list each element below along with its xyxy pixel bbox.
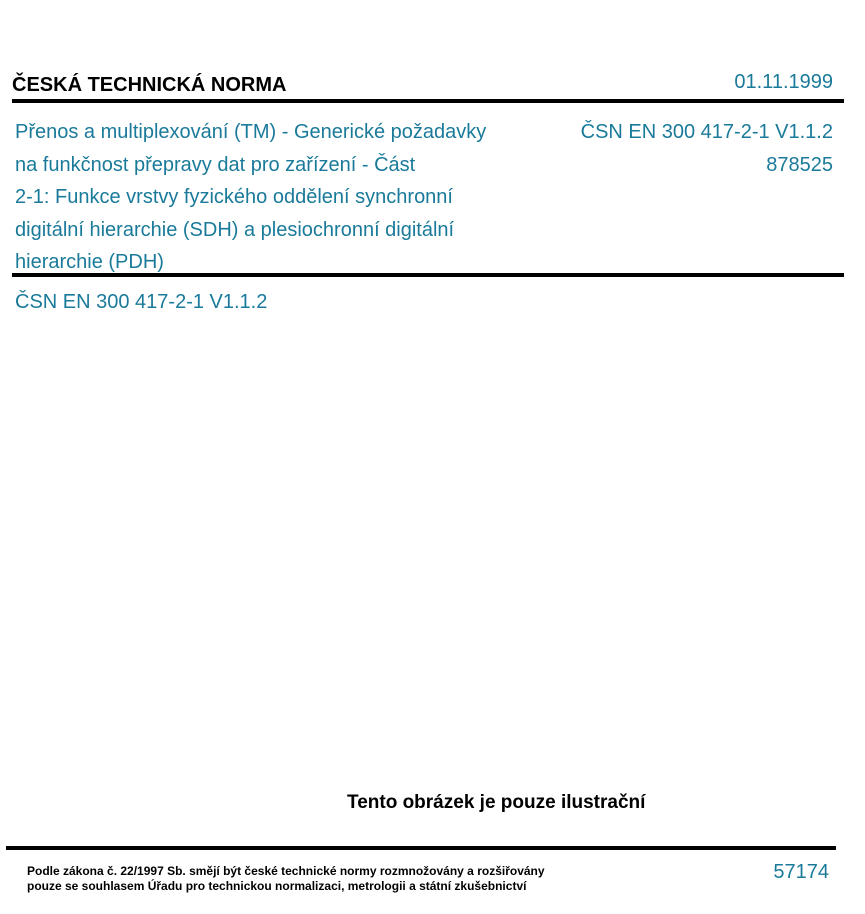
- standard-title-line: 2-1: Funkce vrstvy fyzického oddělení synchronní: [15, 186, 453, 208]
- standard-title-line: Přenos a multiplexování (TM) - Generické požadavky: [15, 121, 487, 143]
- legal-notice-line: pouze se souhlasem Úřadu pro technickou normalizaci, metrologii a státní zkušebnictví: [27, 879, 527, 893]
- document-number: 57174: [773, 861, 829, 883]
- standard-subtitle: ČSN EN 300 417-2-1 V1.1.2: [15, 291, 268, 313]
- publication-date: 01.11.1999: [734, 71, 833, 93]
- legal-notice-line: Podle zákona č. 22/1997 Sb. smějí být české technické normy rozmnožovány a rozšiřovány: [27, 864, 545, 878]
- standard-identifiers: [581, 116, 833, 181]
- standard-title-line: na funkčnost přepravy dat pro zařízení - Část: [15, 153, 416, 176]
- section-divider: [12, 273, 844, 277]
- standard-title-line: digitální hierarchie (SDH) a plesiochronní digitální: [15, 218, 455, 241]
- catalog-number: 878525: [766, 153, 833, 176]
- illustration-note: Tento obrázek je pouze ilustrační: [347, 792, 646, 813]
- standard-title: [15, 116, 535, 279]
- legal-notice: [27, 864, 545, 894]
- document-type-title: ČESKÁ TECHNICKÁ NORMA: [12, 74, 287, 96]
- header-divider: [12, 99, 844, 103]
- standard-title-line: hierarchie (PDH): [15, 251, 164, 273]
- standard-code: ČSN EN 300 417-2-1 V1.1.2: [580, 121, 833, 143]
- footer-divider: [6, 846, 836, 850]
